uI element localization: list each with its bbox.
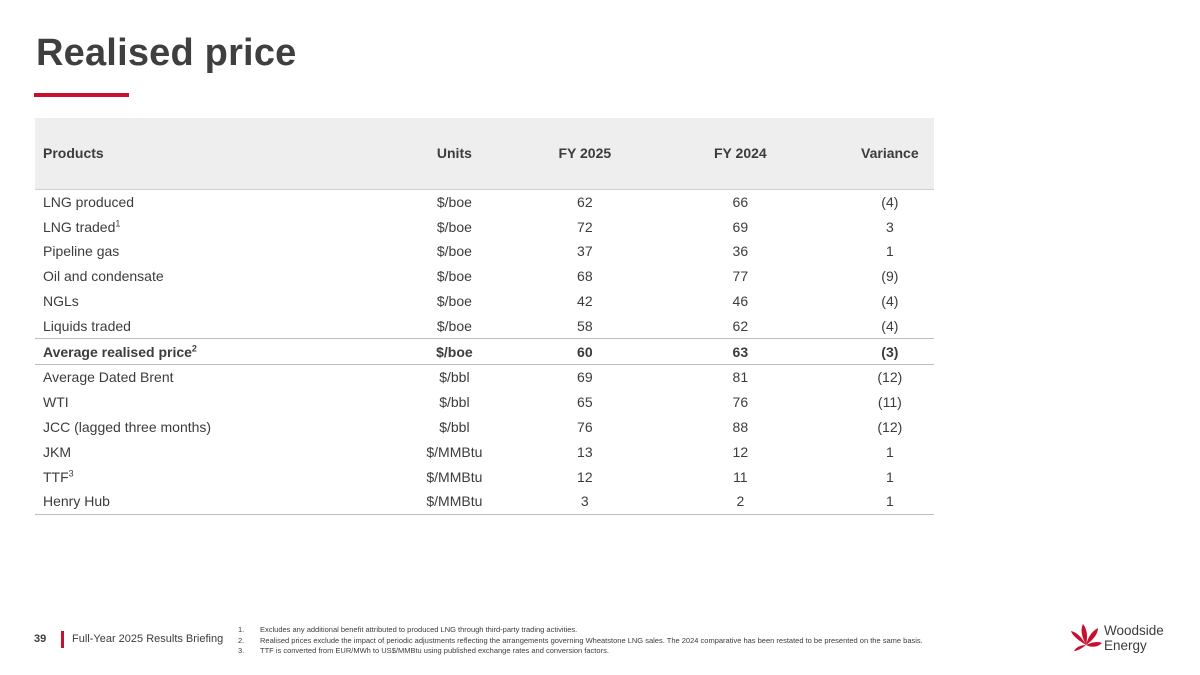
footnote [238,646,1048,657]
cell-fy2025: 76 [577,419,593,436]
footnote-ref: 3 [68,468,74,478]
cell-variance: (11) [877,394,902,411]
cell-product [35,313,374,338]
cell-fy2024: 2 [635,489,846,514]
table-body [35,189,934,514]
table-row [35,313,934,338]
cell-product [35,239,374,264]
header-products: Products [35,118,374,189]
footnote-number: 2. [238,635,245,645]
product-name: LNG traded [43,218,116,235]
footer-label: Full-Year 2025 Results Briefing [72,633,224,645]
table-row [35,489,934,514]
cell-product [35,365,374,390]
header-fy2025: FY 2025 [535,118,635,189]
cell-product [35,464,374,489]
product-name: WTI [43,394,69,411]
cell-units: $/MMBtu [426,468,483,485]
cell-fy2024: 77 [732,268,749,285]
cell-fy2025: 37 [577,243,593,260]
cell-fy2025: 68 [577,268,593,285]
cell-units: $/boe [436,293,472,310]
footnote-text: Excludes any additional benefit attributed to produced LNG through third-party trading activities. [260,625,578,634]
product-name: NGLs [43,293,79,310]
logo-line-2: Energy [1104,638,1147,653]
cell-product [35,339,374,365]
table-row [35,214,934,239]
cell-variance: (12) [877,419,903,436]
cell-variance: 1 [885,243,894,260]
product-name: Henry Hub [43,493,110,510]
cell-units: $/boe [374,339,535,365]
cell-variance: 1 [846,489,934,514]
cell-product [35,439,374,464]
cell-fy2024: 88 [732,419,749,436]
cell-units: $/bbl [439,419,470,436]
cell-fy2024: 81 [732,369,749,386]
product-name: Average realised price [43,343,192,360]
product-name: Oil and condensate [43,268,164,285]
table-row [35,264,934,289]
cell-variance: (4) [881,193,899,210]
table-row [35,439,934,464]
cell-fy2025: 69 [577,369,593,386]
page-number: 39 [34,633,47,645]
table-row [35,289,934,314]
cell-product [35,189,374,214]
cell-units: $/bbl [439,394,470,411]
cell-variance: (9) [881,268,899,285]
cell-units: $/boe [436,268,472,285]
table-row [35,365,934,390]
product-name: Average Dated Brent [43,369,174,386]
table-header-row [35,118,934,189]
footnote-number: 3. [238,646,245,655]
cell-units: $/MMBtu [426,443,483,460]
cell-fy2024: 46 [732,293,749,310]
cell-units: $/boe [436,218,472,235]
cell-fy2025: 62 [577,193,593,210]
cell-fy2024: 62 [732,317,749,334]
footnote-ref: 1 [115,218,121,229]
cell-fy2025: 65 [577,394,593,411]
cell-units: $/boe [436,317,472,334]
cell-fy2024: 36 [732,243,749,260]
cell-fy2024: 12 [732,443,749,460]
cell-variance: 1 [885,443,894,460]
product-name: Pipeline gas [43,243,120,260]
table-row [35,189,934,214]
cell-units: $/boe [436,243,472,260]
table-row [35,415,934,440]
footnote-ref: 2 [191,343,197,354]
cell-fy2025: 42 [577,293,593,310]
cell-fy2024: 66 [732,193,749,210]
header-fy2024: FY 2024 [635,118,846,189]
cell-units: $/boe [436,193,472,210]
product-name: JKM [43,443,71,460]
logo-wordmark [1104,623,1164,653]
cell-product [35,264,374,289]
cell-units: $/bbl [439,369,470,386]
table-row [35,390,934,415]
product-name: TTF [43,468,69,485]
product-name: LNG produced [43,193,135,210]
logo-line-1: Woodside [1104,623,1164,638]
cell-variance: 1 [885,468,894,485]
cell-fy2024: 11 [733,468,748,485]
cell-variance: (4) [881,293,899,310]
cell-product [35,289,374,314]
cell-fy2025: 13 [577,443,593,460]
cell-variance: 3 [885,218,894,235]
cell-product [35,214,374,239]
cell-product [35,489,374,514]
cell-variance: (3) [846,339,934,365]
header-units: Units [374,118,535,189]
cell-fy2024: 69 [732,218,749,235]
cell-units: $/MMBtu [374,489,535,514]
footnote [238,625,1048,636]
cell-fy2025: 60 [535,339,635,365]
header-variance: Variance [846,118,934,189]
footnote-text: Realised prices exclude the impact of periodic adjustments reflecting the arrangements governing Wheatstone LNG sales. The 2024 comparative has been restated to be presented on the same basis. [260,635,923,645]
cell-product [35,415,374,440]
cell-fy2025: 3 [535,489,635,514]
table-row [35,464,934,489]
footnotes [238,625,1048,657]
footnote [238,636,1048,647]
cell-variance: (12) [877,369,903,386]
footer-divider [61,631,64,648]
table-row [35,339,934,365]
cell-fy2025: 58 [577,317,593,334]
footnote-number: 1. [238,625,245,634]
cell-fy2025: 72 [577,218,593,235]
table-row [35,239,934,264]
footnote-text: TTF is converted from EUR/MWh to US$/MMBtu using published exchange rates and conversion factors. [260,646,609,655]
cell-fy2025: 12 [577,468,593,485]
page-title: Realised price [36,32,297,74]
cell-fy2024: 76 [732,394,749,411]
cell-product [35,390,374,415]
cell-fy2024: 63 [635,339,846,365]
realised-price-table [35,118,934,515]
title-underline [34,93,129,97]
product-name: Liquids traded [43,317,131,334]
product-name: JCC (lagged three months) [43,419,212,436]
cell-variance: (4) [881,317,899,334]
